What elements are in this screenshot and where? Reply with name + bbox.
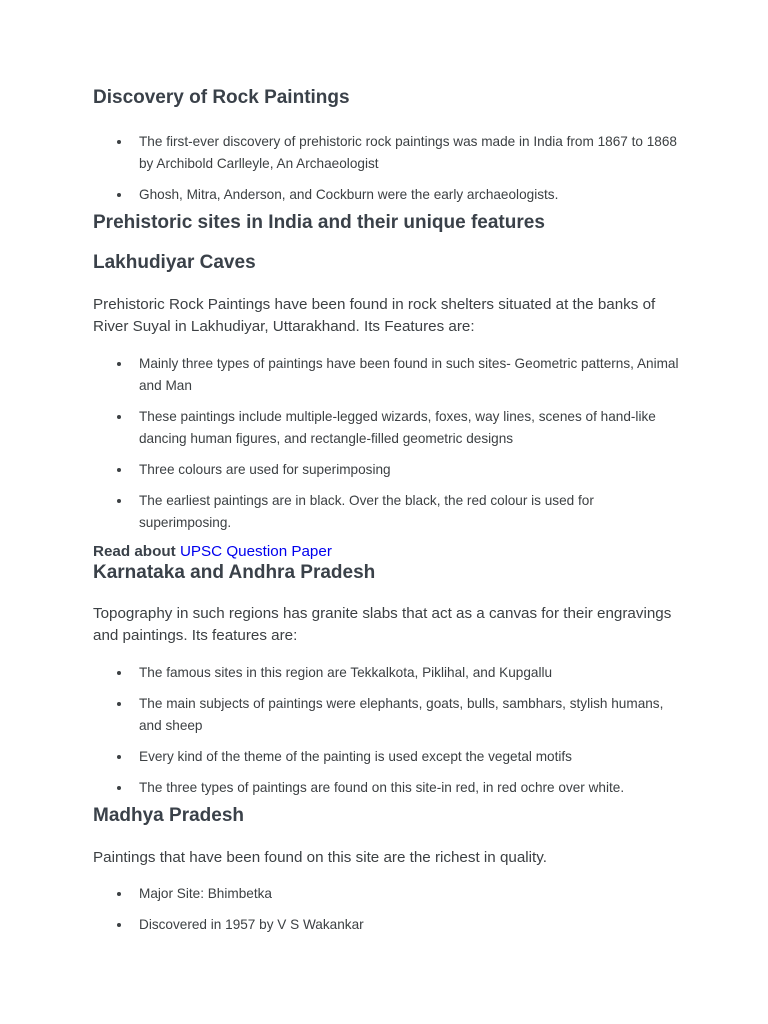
karnataka-intro: Topography in such regions has granite slabs that act as a canvas for their engravings and paintings. Its features are: <box>93 605 672 644</box>
madhya-pradesh-list <box>93 883 683 936</box>
madhya-pradesh-intro: Paintings that have been found on this site are the richest in quality. <box>93 849 547 866</box>
read-about-label: Read about <box>93 543 176 560</box>
upsc-question-paper-link[interactable]: UPSC Question Paper <box>179 543 332 560</box>
list-item: Discovered in 1957 by V S Wakankar <box>93 914 683 936</box>
list-item: The first-ever discovery of prehistoric rock paintings was made in India from 1867 to 1868 by Archibold Carlleyle, An Archaeologist <box>93 131 683 175</box>
read-about <box>93 542 332 562</box>
list-item: The main subjects of paintings were elephants, goats, bulls, sambhars, stylish humans, and sheep <box>93 693 683 737</box>
list-item: Mainly three types of paintings have been found in such sites- Geometric patterns, Animal and Man <box>93 353 683 397</box>
list-item: Three colours are used for superimposing <box>93 459 683 481</box>
heading-discovery: Discovery of Rock Paintings <box>93 87 350 108</box>
heading-karnataka-andhra: Karnataka and Andhra Pradesh <box>93 562 376 583</box>
karnataka-list <box>93 662 683 799</box>
heading-prehistoric-sites: Prehistoric sites in India and their unique features <box>93 212 545 233</box>
list-item: These paintings include multiple-legged wizards, foxes, way lines, scenes of hand-like dancing human figures, and rectangle-filled geometric designs <box>93 406 683 450</box>
lakhudiyar-list <box>93 353 683 534</box>
list-item: The three types of paintings are found on this site-in red, in red ochre over white. <box>93 777 683 799</box>
list-item: Ghosh, Mitra, Anderson, and Cockburn were the early archaeologists. <box>93 184 683 206</box>
list-item: Major Site: Bhimbetka <box>93 883 683 905</box>
lakhudiyar-intro: Prehistoric Rock Paintings have been found in rock shelters situated at the banks of River Suyal in Lakhudiyar, Uttarakhand. Its Features are: <box>93 296 656 335</box>
discovery-list <box>93 131 683 206</box>
list-item: The earliest paintings are in black. Over the black, the red colour is used for superimposing. <box>93 490 683 534</box>
list-item: The famous sites in this region are Tekkalkota, Piklihal, and Kupgallu <box>93 662 683 684</box>
heading-lakhudiyar: Lakhudiyar Caves <box>93 252 256 273</box>
heading-madhya-pradesh: Madhya Pradesh <box>93 805 244 826</box>
list-item: Every kind of the theme of the painting is used except the vegetal motifs <box>93 746 683 768</box>
